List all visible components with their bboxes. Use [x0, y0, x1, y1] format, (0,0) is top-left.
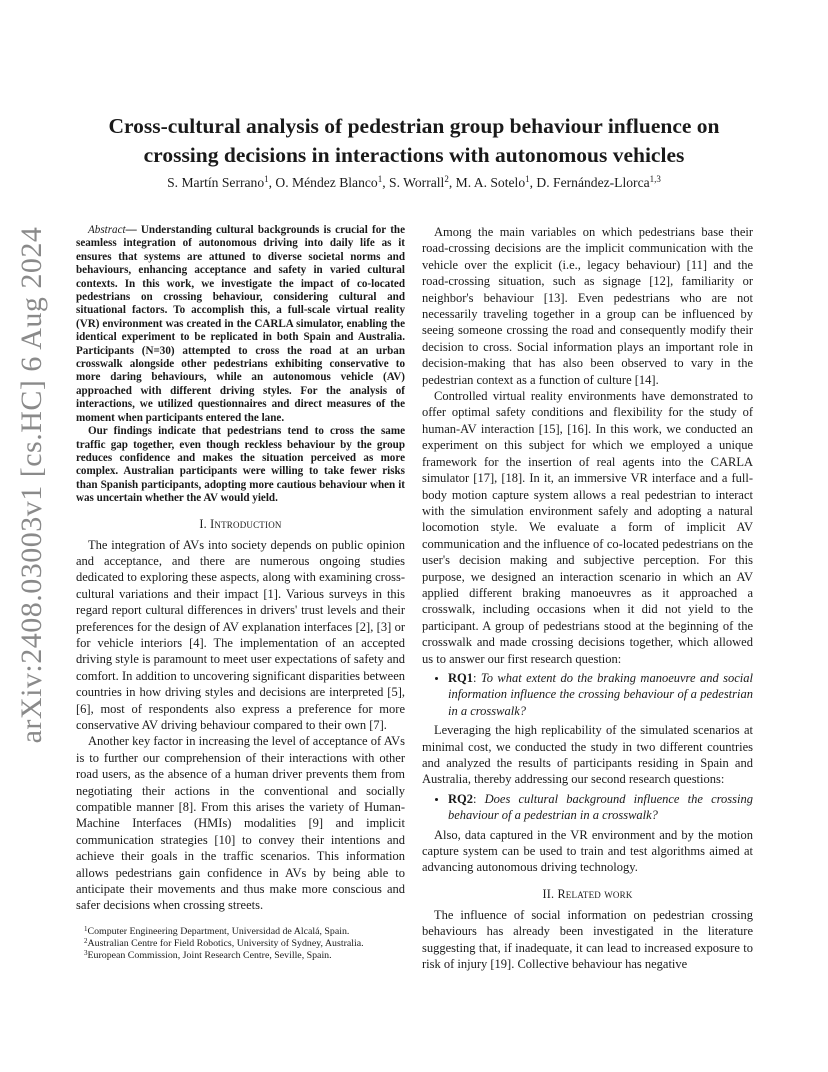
author: O. Méndez Blanco$^1$,: [275, 174, 390, 190]
research-question-1: • RQ1: To what extent do the braking manoeuvre and social information influence the crossing behaviour of a pedestrian in a crosswalk?: [448, 670, 753, 719]
paper-title: Cross-cultural analysis of pedestrian group behaviour influence on crossing decisions in interactions with autonomous vehicles: [108, 114, 720, 168]
affiliation-mark: 2: [444, 174, 449, 184]
left-column: [76, 224, 405, 962]
footnote: $^3$European Commission, Joint Research Centre, Seville, Spain.: [84, 949, 332, 962]
author: M. A. Sotelo$^1$,: [455, 174, 537, 190]
body-paragraph: Another key factor in increasing the level of acceptance of AVs is to further our comprehension of their interactions with other road users, as the absence of a human driver prevents them from negotiating their actions in the conventional and socially compatible manner [8]. From this arises the variety of Human-Machine Interfaces (HMIs) modalities [9] and implicit communication strategies [10] to convey their intentions and achieve their goals in the traffic scenarios. This information allows pedestrians gain confidence in AVs by being able to anticipate their movements and thus make more conscious and safer decisions when crossing streets.: [76, 734, 405, 913]
abstract-label: Abstract: [88, 224, 126, 236]
body-paragraph: The integration of AVs into society depends on public opinion and acceptance, and there are numerous ongoing studies dedicated to exploring these aspects, along with examining cross-cultural variations and their impact [1]. Various surveys in this regard report cultural differences in drivers' trust levels and their preferences for the design of AV explanation interfaces [2], [3] or for vehicle interiors [4]. The implementation of an accepted driving style is paramount to meet user expectations of safety and comfort. In addition to uncovering significant disparities between countries in how driving styles and decisions are interpreted [5], [6], most of respondents also express a preference for more conservative AV driving behaviour compared to their own [7].: [76, 537, 405, 732]
author-list: [60, 175, 768, 191]
abstract-paragraph: Abstract— Understanding cultural backgrounds is crucial for the seamless integration of autonomous driving into daily life as it ensures that systems are attuned to diverse societal norms and behaviours, enhancing acceptance and safety in varied cultural contexts. In this work, we investigate the impact of co-located pedestrians on crossing behaviour, considering cultural and situational factors. To accomplish this, a full-scale virtual reality (VR) environment was created in the CARLA simulator, enabling the identical experiment to be replicated in both Spain and Australia. Participants (N=30) attempted to cross the road at an urban crosswalk alongside other pedestrians exhibiting conservative to more daring behaviours, while an autonomous vehicle (AV) approached with different driving styles. For the analysis of interactions, we utilized questionnaires and direct measures of the moment when participants entered the lane.: [76, 224, 406, 424]
section-heading-introduction: I. Introduction: [199, 516, 282, 531]
affiliation-mark: 1: [377, 174, 383, 184]
arxiv-identifier: arXiv:2408.03003v1 [cs.HC] 6 Aug 2024: [15, 226, 48, 744]
introduction-body: [76, 537, 405, 914]
affiliation-mark: 1,3: [649, 174, 661, 184]
footnote: $^1$Computer Engineering Department, Universidad de Alcalá, Spain.: [84, 924, 350, 937]
abstract: [76, 224, 405, 506]
research-question-list: [422, 791, 753, 824]
arxiv-side-stamp: [6, 226, 58, 744]
body-paragraph: Leveraging the high replicability of the simulated scenarios at minimal cost, we conducted the study in two different countries and analyzed the results of participants residing in Spain and Australia, thereby addressing our second research questions:: [422, 723, 753, 787]
body-paragraph: Controlled virtual reality environments have demonstrated to offer optimal safety conditions and flexibility for the study of human-AV interaction [15], [16]. In this work, we conducted an experiment on this subject for which we employed a unique framework for the insertion of real agents into the CARLA simulator [17], [18]. In it, an immersive VR interface and a full-body motion capture system allows a real pedestrian to interact with the simulation environment safely and adopting a natural locomotion style. We evaluate a form of implicit AV communication and the influence of co-located pedestrians on the user's decision making and subjective perception. For this purpose, we designed an interaction scenario in which an AV applied different braking manoeuvres as it approached a crosswalk, including occasions when it did not yield to the participant. A group of pedestrians stood at the beginning of the crosswalk and made crossing decisions together, which allowed us to answer our first research question:: [422, 389, 753, 666]
author: D. Fernández-Llorca$^{1,3}$: [536, 174, 661, 190]
body-paragraph: Among the main variables on which pedestrians base their road-crossing decisions are the implicit communication with the vehicle over the explicit (i.e., legacy behaviour) [11] and the road-crossing situation, such as signage [12], familiarity or neighbor's behaviour [13]. Even pedestrians who are not necessarily traveling together in a group can be influenced by seeing someone crossing the road and consequently modify their decision to cross. Social information plays an important role in decision-making that has also been observed to vary in the pedestrian context as a function of culture [14].: [422, 225, 753, 387]
right-column: [422, 224, 753, 972]
author: S. Martín Serrano$^1$,: [167, 174, 276, 190]
research-question-2: • RQ2: Does cultural background influence the crossing behaviour of a pedestrian in a crosswalk?: [448, 791, 753, 824]
affiliation-mark: 1: [264, 174, 269, 184]
author: S. Worrall$^2$,: [389, 174, 456, 190]
body-paragraph: Also, data captured in the VR environment and by the motion capture system can be used to train and test algorithms aimed at advancing autonomous driving technology.: [422, 827, 753, 875]
section-heading-related-work: II. Related work: [542, 886, 633, 901]
research-question-list: [422, 670, 753, 719]
body-paragraph: The influence of social information on pedestrian crossing behaviours has already been investigated in the literature suggesting that, if inadequate, it can lead to increased exposure to risk of injury [19]. Collective behaviour has negative: [422, 907, 753, 972]
affiliation-footnotes: [76, 926, 405, 963]
affiliation-mark: 1: [525, 174, 530, 184]
abstract-paragraph: Our findings indicate that pedestrians tend to cross the same traffic gap together, even though reckless behaviour by the group reduces confidence and makes the situation perceived as more complex. Australian participants were willing to take fewer risks than Spanish participants, adopting more cautious behaviour when it was uncertain whether the AV would yield.: [76, 425, 405, 505]
footnote: $^2$Australian Centre for Field Robotics, University of Sydney, Australia.: [84, 937, 364, 950]
